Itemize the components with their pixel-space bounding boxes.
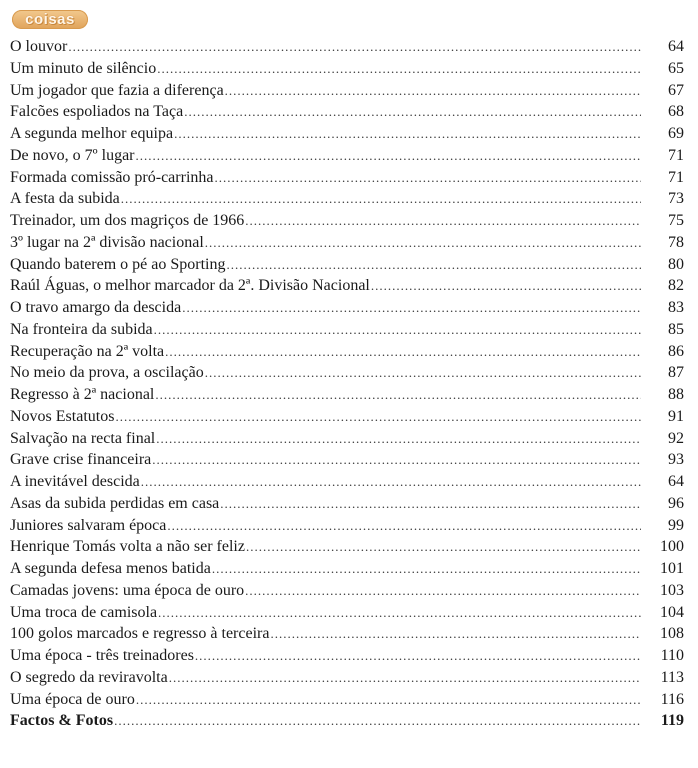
toc-entry-title: Salvação na recta final (10, 429, 156, 447)
dot-leader (115, 406, 641, 428)
toc-entry-page: 80 (668, 255, 684, 273)
toc-entry-title: 3º lugar na 2ª divisão nacional (10, 233, 204, 251)
toc-entry[interactable] (10, 275, 684, 297)
toc-entry[interactable] (10, 145, 684, 167)
toc-entry[interactable] (10, 558, 684, 580)
dot-leader (270, 623, 641, 645)
toc-entry[interactable] (10, 319, 684, 341)
toc-entry[interactable] (10, 384, 684, 406)
dot-leader (114, 710, 641, 732)
toc-entry[interactable] (10, 515, 684, 537)
dot-leader (121, 188, 641, 210)
toc-entry-page: 113 (660, 668, 684, 686)
toc-entry-page: 78 (668, 233, 684, 251)
toc-entry-title: Um minuto de silêncio (10, 59, 157, 77)
toc-entry-page: 99 (668, 516, 684, 534)
dot-leader (184, 101, 641, 123)
toc-entry-page: 86 (668, 342, 684, 360)
toc-entry-title: Factos & Fotos (10, 712, 114, 730)
toc-entry-page: 64 (668, 38, 684, 55)
toc-entry[interactable] (10, 471, 684, 493)
toc-entry-page: 73 (668, 190, 684, 208)
dot-leader (136, 145, 642, 167)
toc-entry[interactable] (10, 645, 684, 667)
dot-leader (205, 232, 641, 254)
toc-entry[interactable] (10, 188, 684, 210)
toc-entry-title: Uma troca de camisola (10, 603, 158, 621)
toc-entry-title: Grave crise financeira (10, 451, 152, 469)
toc-entry[interactable] (10, 232, 684, 254)
toc-entry-title: A segunda melhor equipa (10, 125, 174, 142)
toc-entry-page: 85 (668, 320, 684, 338)
dot-leader (141, 471, 641, 493)
toc-entry[interactable] (10, 210, 684, 232)
toc-entry-title: Quando baterem o pé ao Sporting (10, 255, 226, 273)
dot-leader (205, 362, 641, 384)
dot-leader (152, 449, 641, 471)
toc-entry[interactable] (10, 710, 684, 732)
dot-leader (158, 602, 641, 624)
toc-entry-title: Um jogador que fazia a diferença (10, 81, 224, 99)
toc-entry-title: Camadas jovens: uma época de ouro (10, 581, 245, 599)
dot-leader (214, 167, 641, 189)
toc-entry[interactable] (10, 493, 684, 515)
toc-entry-title: Novos Estatutos (10, 407, 115, 425)
dot-leader (156, 428, 641, 450)
dot-leader (169, 667, 641, 689)
toc-entry-page: 110 (660, 647, 684, 664)
toc-entry-page: 108 (660, 625, 684, 643)
toc-entry[interactable] (10, 362, 684, 384)
toc-entry[interactable] (10, 580, 684, 602)
toc-entry-page: 103 (660, 581, 684, 599)
toc-entry-page: 104 (660, 603, 684, 621)
section-badge-label: coisas (25, 11, 75, 28)
dot-leader (212, 558, 641, 580)
toc-entry[interactable] (10, 58, 684, 80)
dot-leader (227, 254, 642, 276)
toc-entry-title: O louvor (10, 38, 68, 55)
dot-leader (371, 275, 641, 297)
toc-entry-title: A festa da subida (10, 190, 120, 208)
toc-entry-page: 82 (668, 277, 684, 295)
toc-entry[interactable] (10, 536, 684, 558)
toc-entry-page: 71 (668, 168, 684, 186)
dot-leader (174, 123, 641, 145)
toc-entry-page: 83 (668, 299, 684, 316)
toc-entry-title: Treinador, um dos magriços de 1966 (10, 212, 245, 229)
toc-entry[interactable] (10, 689, 684, 711)
dot-leader (195, 645, 641, 667)
toc-entry[interactable] (10, 623, 684, 645)
toc-entry-title: Uma época de ouro (10, 690, 135, 708)
toc-entry-title: Regresso à 2ª nacional (10, 386, 155, 403)
toc-entry-title: O travo amargo da descida (10, 299, 182, 316)
toc-entry-title: De novo, o 7º lugar (10, 146, 135, 164)
toc-entry-page: 91 (668, 407, 684, 425)
toc-entry-title: Recuperação na 2ª volta (10, 342, 165, 360)
toc-entry-title: Juniores salvaram época (10, 516, 167, 534)
toc-entry-title: Asas da subida perdidas em casa (10, 494, 220, 512)
toc-entry[interactable] (10, 254, 684, 276)
toc-entry[interactable] (10, 123, 684, 145)
toc-entry-page: 87 (668, 364, 684, 382)
table-of-contents (10, 36, 684, 732)
toc-entry-title: Falcões espoliados na Taça (10, 103, 184, 121)
dot-leader (154, 319, 641, 341)
section-badge (12, 10, 88, 29)
toc-entry-page: 119 (660, 712, 684, 730)
toc-entry[interactable] (10, 297, 684, 319)
toc-entry[interactable] (10, 101, 684, 123)
toc-entry[interactable] (10, 406, 684, 428)
toc-entry[interactable] (10, 341, 684, 363)
dot-leader (225, 80, 641, 102)
toc-entry-page: 96 (668, 494, 684, 512)
dot-leader (155, 384, 641, 406)
toc-entry-page: 88 (668, 386, 684, 403)
toc-entry-page: 92 (668, 429, 684, 447)
dot-leader (246, 536, 641, 558)
dot-leader (167, 515, 641, 537)
toc-entry-page: 101 (660, 560, 684, 577)
toc-entry-page: 67 (668, 81, 684, 99)
toc-entry[interactable] (10, 167, 684, 189)
toc-entry-title: 100 golos marcados e regresso à terceira (10, 625, 270, 643)
dot-leader (220, 493, 641, 515)
dot-leader (157, 58, 641, 80)
toc-entry[interactable] (10, 428, 684, 450)
toc-entry-page: 75 (668, 212, 684, 229)
toc-entry[interactable] (10, 449, 684, 471)
toc-entry-title: Na fronteira da subida (10, 320, 153, 338)
toc-entry-page: 64 (668, 473, 684, 490)
toc-entry-title: No meio da prova, a oscilação (10, 364, 204, 382)
dot-leader (136, 689, 641, 711)
toc-entry[interactable] (10, 602, 684, 624)
toc-entry-title: Henrique Tomás volta a não ser feliz (10, 538, 245, 556)
dot-leader (182, 297, 641, 319)
toc-entry-title: A inevitável descida (10, 473, 140, 490)
dot-leader (245, 210, 641, 232)
toc-entry-title: Uma época - três treinadores (10, 647, 194, 664)
toc-entry-page: 68 (668, 103, 684, 121)
toc-entry-title: A segunda defesa menos batida (10, 560, 211, 577)
toc-entry-title: Raúl Águas, o melhor marcador da 2ª. Divisão Nacional (10, 277, 370, 295)
toc-entry[interactable] (10, 36, 684, 58)
toc-entry[interactable] (10, 80, 684, 102)
toc-entry-page: 65 (668, 59, 684, 77)
toc-entry-title: O segredo da reviravolta (10, 668, 168, 686)
dot-leader (165, 341, 641, 363)
toc-entry-title: Formada comissão pró-carrinha (10, 168, 214, 186)
toc-entry[interactable] (10, 667, 684, 689)
toc-entry-page: 116 (660, 690, 684, 708)
dot-leader (68, 36, 641, 58)
toc-entry-page: 100 (660, 538, 684, 556)
toc-entry-page: 93 (668, 451, 684, 469)
dot-leader (245, 580, 641, 602)
toc-entry-page: 69 (668, 125, 684, 142)
toc-entry-page: 71 (668, 146, 684, 164)
